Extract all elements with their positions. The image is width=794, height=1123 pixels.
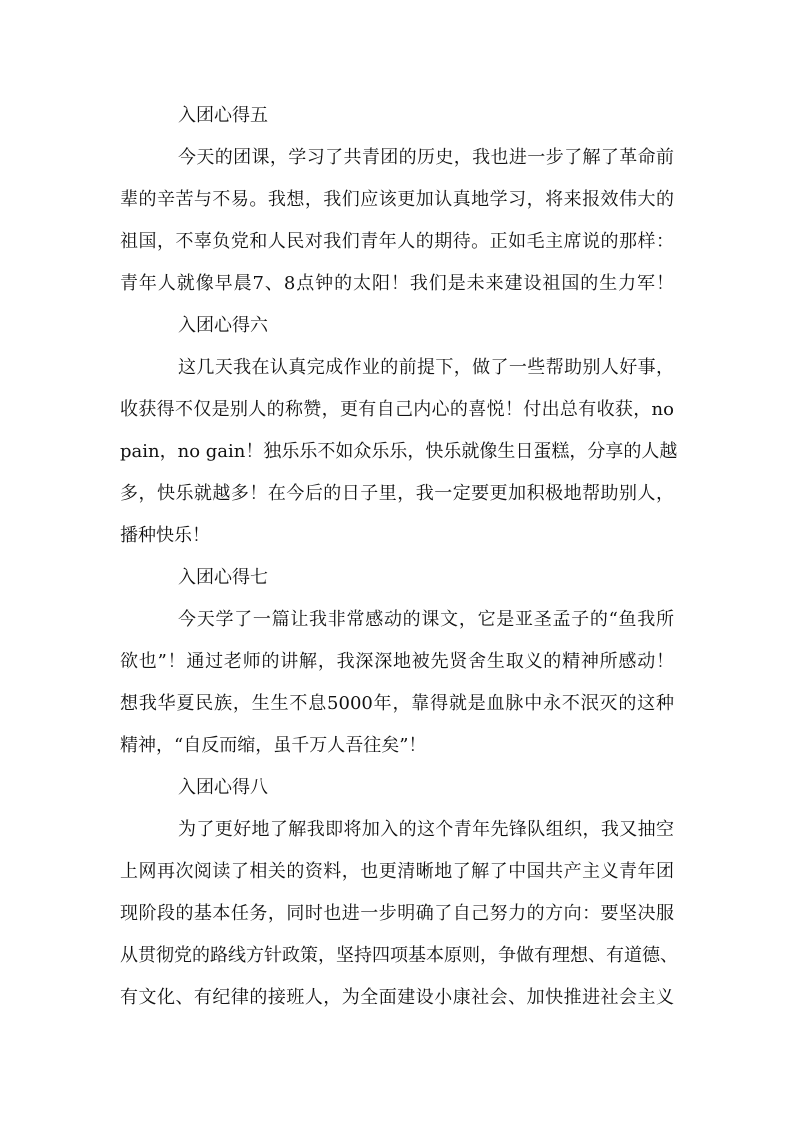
paragraph-line: pain，no gain！独乐乐不如众乐乐，快乐就像生日蛋糕，分享的人越: [120, 441, 678, 462]
paragraph-line: 辈的辛苦与不易。我想，我们应该更加认真地学习，将来报效伟大的: [120, 189, 674, 210]
paragraph-line: 今天学了一篇让我非常感动的课文，它是亚圣孟子的“鱼我所: [178, 609, 674, 630]
paragraph-line: 欲也”！通过老师的讲解，我深深地被先贤舍生取义的精神所感动！: [120, 651, 674, 672]
paragraph-line: 祖国，不辜负党和人民对我们青年人的期待。正如毛主席说的那样：: [120, 231, 674, 252]
paragraph-line: 从贯彻党的路线方针政策，坚持四项基本原则，争做有理想、有道德、: [120, 945, 678, 966]
paragraph-line: 为了更好地了解我即将加入的这个青年先锋队组织，我又抽空: [178, 819, 674, 840]
paragraph-line: 收获得不仅是别人的称赞，更有自己内心的喜悦！付出总有收获，no: [120, 399, 674, 420]
paragraph-line: 想我华夏民族，生生不息5000年，靠得就是血脉中永不泯灭的这种: [120, 693, 674, 714]
paragraph-line: 播种快乐！: [120, 525, 210, 546]
paragraph-line: 上网再次阅读了相关的资料，也更清晰地了解了中国共产主义青年团: [120, 861, 674, 882]
heading-eight: 入团心得八: [178, 777, 268, 798]
paragraph-line: 今天的团课，学习了共青团的历史，我也进一步了解了革命前: [178, 147, 674, 168]
heading-five: 入团心得五: [178, 105, 268, 126]
paragraph-line: 有文化、有纪律的接班人，为全面建设小康社会、加快推进社会主义: [120, 987, 674, 1008]
paragraph-line: 精神，“自反而缩，虽千万人吾往矣”！: [120, 735, 427, 756]
heading-six: 入团心得六: [178, 315, 268, 336]
paragraph-line: 现阶段的基本任务，同时也进一步明确了自己努力的方向：要坚决服: [120, 903, 674, 924]
paragraph-line: 多，快乐就越多！在今后的日子里，我一定要更加积极地帮助别人，: [120, 483, 674, 504]
paragraph-line: 青年人就像早晨7、8点钟的太阳！我们是未来建设祖国的生力军！: [120, 273, 674, 294]
heading-seven: 入团心得七: [178, 567, 268, 588]
paragraph-line: 这几天我在认真完成作业的前提下，做了一些帮助别人好事，: [178, 357, 674, 378]
